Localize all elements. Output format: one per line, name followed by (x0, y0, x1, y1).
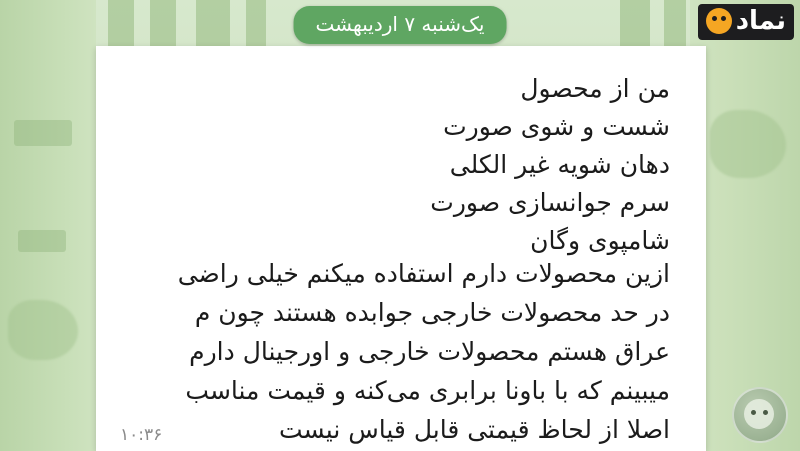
watermark-label: نماد (735, 6, 786, 36)
message-line: ازین محصولات دارم استفاده میکنم خیلی راضی (177, 259, 670, 288)
message-bubble-content (96, 46, 706, 451)
message-bubble[interactable] (96, 46, 706, 451)
user-avatar[interactable] (732, 387, 788, 443)
background-band-right (690, 0, 800, 451)
message-line: دهان شویه غیر الکلی (449, 150, 670, 179)
message-line: میبینم که با باونا برابری می‌کنه و قیمت مناسب (185, 376, 670, 405)
smiley-circle-icon (706, 8, 732, 34)
message-line: در حد محصولات خارجی جوابده هستند چون م (194, 298, 670, 327)
date-divider-pill[interactable]: یک‌شنبه ۷ اردیبهشت (294, 6, 507, 44)
avatar-eye-right (763, 410, 768, 415)
message-line: من از محصول (520, 74, 670, 103)
message-line: عراق هستم محصولات خارجی و اورجینال دارم (189, 337, 670, 366)
message-timestamp: ۱۰:۳۶ (120, 425, 163, 445)
message-line: اصلا از لحاظ قیمتی قابل قیاس نیست (278, 415, 670, 444)
background-shape (18, 230, 66, 252)
background-shape (14, 120, 72, 146)
message-line: شامپوی وگان (530, 226, 670, 255)
channel-watermark (698, 4, 794, 40)
message-line: سرم جوانسازی صورت (430, 188, 670, 217)
message-short-lines (106, 70, 670, 260)
avatar-face (744, 399, 774, 429)
message-line: شست و شوی صورت (443, 112, 670, 141)
background-blotch (710, 110, 786, 178)
avatar-eye-left (751, 410, 756, 415)
